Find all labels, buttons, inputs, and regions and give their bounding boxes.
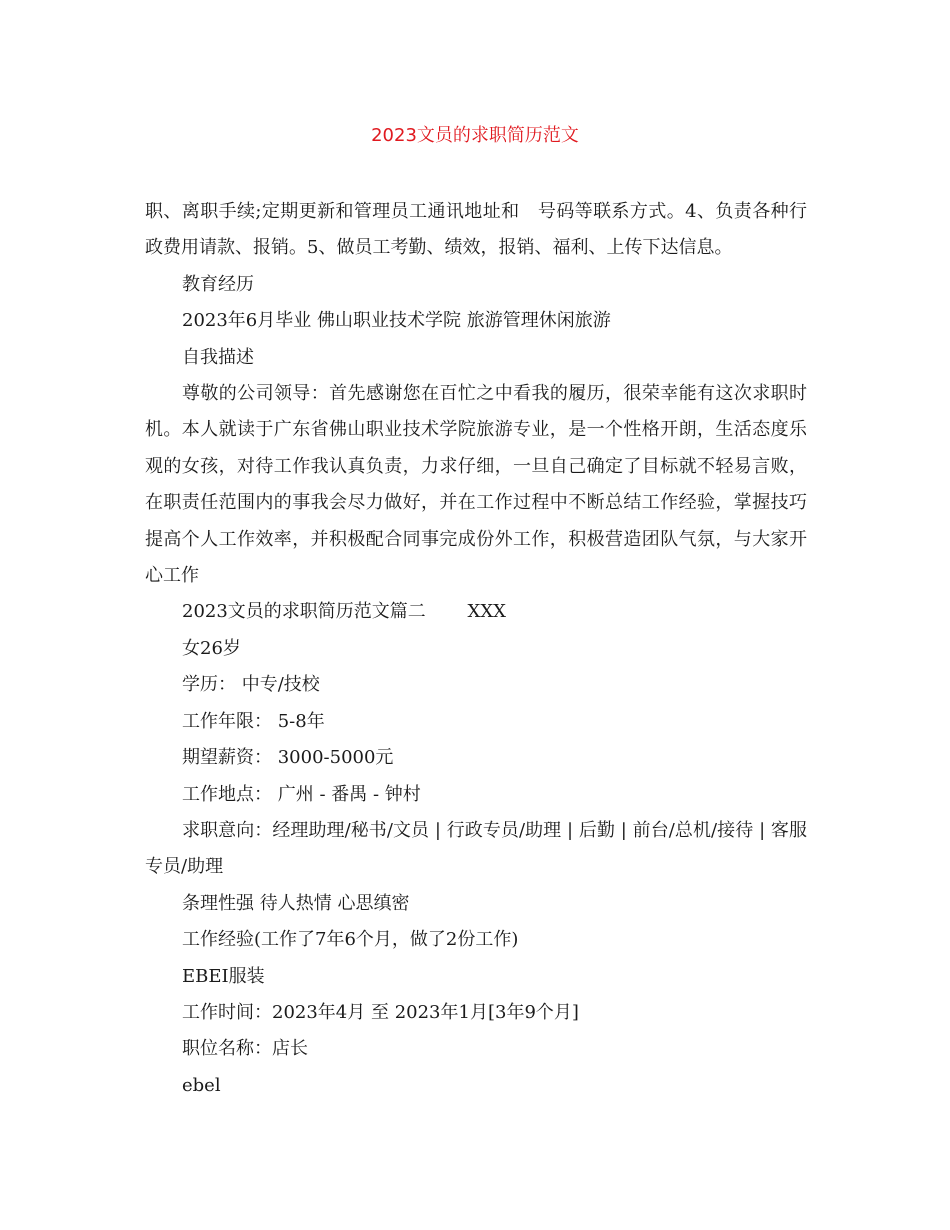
personal-traits: 条理性强 待人热情 心思缜密 [182,892,410,914]
expected-salary: 期望薪资： 3000-5000元 [182,747,394,769]
gender-age: 女26岁 [182,637,241,659]
education-entry: 2023年6月毕业 佛山职业技术学院 旅游管理休闲旅游 [182,310,611,332]
job-intention: 求职意向：经理助理/秘书/文员 | 行政专员/助理 | 后勤 | 前台/总机/接待 | 客服专员/助理 [145,819,807,878]
document-body [145,194,807,1104]
work-years: 工作年限： 5-8年 [182,710,325,732]
heading-self-description: 自我描述 [182,346,254,368]
company-short-name: ebel [182,1074,221,1096]
work-period: 工作时间：2023年4月 至 2023年1月[3年9个月] [182,1001,579,1023]
paragraph-duties-continued: 职、离职手续;定期更新和管理员工通讯地址和 号码等联系方式。4、负责各种行政费用请款、报销。5、做员工考勤、绩效，报销、福利、上传下达信息。 [145,201,807,259]
work-location: 工作地点： 广州 - 番禺 - 钟村 [182,783,421,805]
section-title-resume-two: 2023文员的求职简历范文篇二 XXX [182,601,506,623]
work-experience-summary: 工作经验(工作了7年6个月，做了2份工作) [182,929,519,951]
document-title: 2023文员的求职简历范文 [371,125,579,146]
employer-name: EBEI服装 [182,965,265,987]
paragraph-self-description: 尊敬的公司领导：首先感谢您在百忙之中看我的履历，很荣幸能有这次求职时机。本人就读于广东省佛山职业技术学院旅游专业，是一个性格开朗，生活态度乐观的女孩，对待工作我认真负责，力求仔细，一旦自己确定了目标就不轻易言败，在职责任范围内的事我会尽力做好，并在工作过程中不断总结工作经验，掌握技巧提高个人工作效率，并积极配合同事完成份外工作，积极营造团队气氛，与大家开心工作 [145,383,807,587]
job-title: 职位名称：店长 [182,1038,308,1060]
heading-education: 教育经历 [182,273,254,295]
education-level: 学历： 中专/技校 [182,674,320,696]
